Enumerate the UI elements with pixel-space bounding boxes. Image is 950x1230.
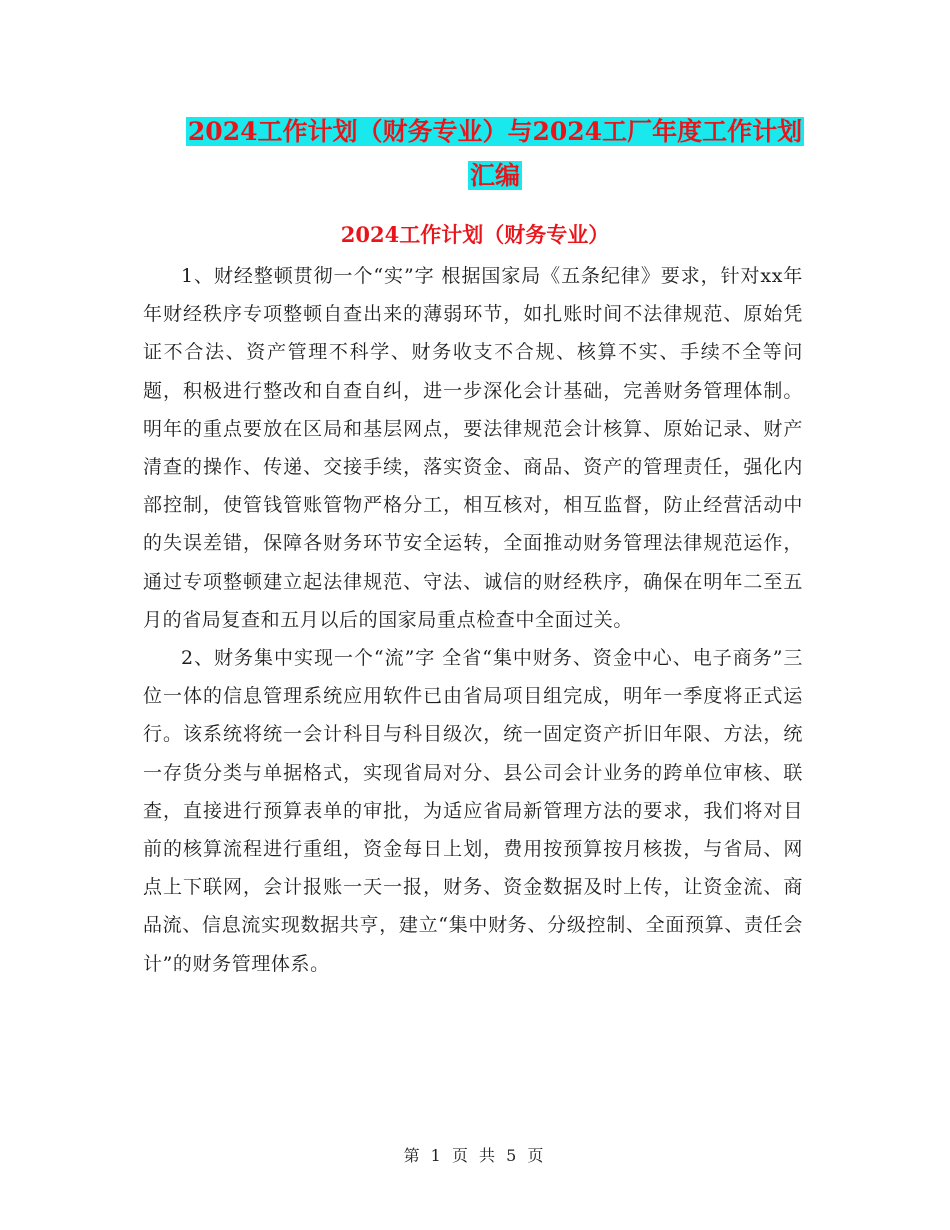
document-title — [140, 110, 850, 198]
title-line-2: 汇编 — [469, 161, 520, 190]
paragraph-1: 1、财经整顿贯彻一个“实”字 根据国家局《五条纪律》要求，针对xx年年财经秩序专项整顿自查出来的薄弱环节，如扎账时间不法律规范、原始凭证不合法、资产管理不科学、财务收支不合规、核算不实、手续不全等问题，积极进行整改和自查自纠，进一步深化会计基础，完善财务管理体制。明年的重点要放在区局和基层网点，要法律规范会计核算、原始记录、财产清查的操作、传递、交接手续，落实资金、商品、资产的管理责任，强化内部控制，使管钱管账管物严格分工，相互核对，相互监督，防止经营活动中的失误差错，保障各财务环节安全运转，全面推动财务管理法律规范运作，通过专项整顿建立起法律规范、守法、诚信的财经秩序，确保在明年二至五月的省局复查和五月以后的国家局重点检查中全面过关。 — [143, 265, 803, 631]
title-line-1: 2024工作计划（财务专业）与2024工厂年度工作计划 — [187, 117, 803, 146]
document-body — [143, 257, 803, 983]
paragraph-2: 2、财务集中实现一个“流”字 全省“集中财务、资金中心、电子商务”三位一体的信息管理系统应用软件已由省局项目组完成，明年一季度将正式运行。该系统将统一会计科目与科目级次，统一固定资产折旧年限、方法，统一存货分类与单据格式，实现省局对分、县公司会计业务的跨单位审核、联查，直接进行预算表单的审批，为适应省局新管理方法的要求，我们将对目前的核算流程进行重组，资金每日上划，费用按预算按月核拨，与省局、网点上下联网，会计报账一天一报，财务、资金数据及时上传，让资金流、商品流、信息流实现数据共亨，建立“集中财务、分级控制、全面预算、责任会计”的财务管理体系。 — [143, 647, 803, 975]
page-footer: 第 1 页 共 5 页 — [403, 1146, 547, 1165]
section-title: 2024工作计划（财务专业） — [340, 222, 610, 247]
